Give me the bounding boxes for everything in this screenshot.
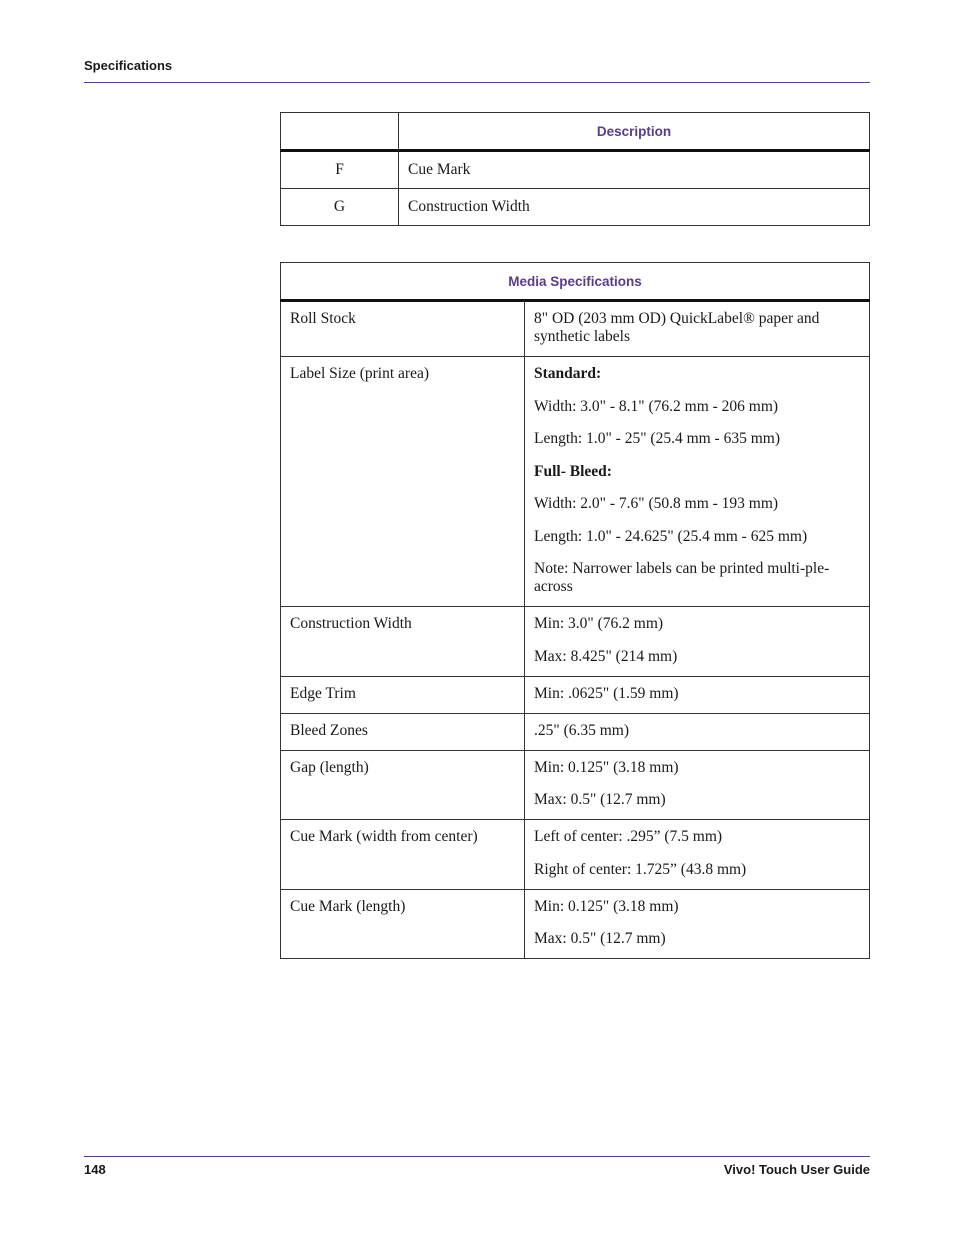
spec-label: Gap (length) <box>281 750 525 820</box>
spec-value <box>525 301 870 357</box>
spec-value-line: Min: .0625" (1.59 mm) <box>534 684 679 702</box>
spec-value <box>525 820 870 890</box>
table-row <box>281 607 870 677</box>
spec-label: Bleed Zones <box>281 713 525 750</box>
media-table-title: Media Specifications <box>281 263 870 301</box>
table-row <box>281 301 870 357</box>
spec-value-line: .25" (6.35 mm) <box>534 721 630 739</box>
table-row <box>281 357 870 607</box>
table-row <box>281 889 870 959</box>
header-rule <box>84 82 870 83</box>
spec-value <box>525 713 870 750</box>
spec-value-line: Min: 0.125" (3.18 mm) <box>534 897 679 915</box>
table-row <box>281 750 870 820</box>
section-title: Specifications <box>84 58 173 73</box>
spec-label: Cue Mark (width from center) <box>281 820 525 890</box>
spec-label: Edge Trim <box>281 676 525 713</box>
legend-table-header-row <box>281 113 870 151</box>
table-row <box>281 151 870 189</box>
legend-key-header <box>281 113 399 151</box>
guide-title: Vivo! Touch User Guide <box>723 1162 870 1177</box>
spec-value <box>525 607 870 677</box>
legend-key: G <box>281 189 399 226</box>
spec-label: Cue Mark (length) <box>281 889 525 959</box>
spec-value-line: Max: 8.425" (214 mm) <box>534 647 678 665</box>
note: Note: Narrower labels can be printed multi-ple-across <box>534 560 830 595</box>
spec-value-line: Width: 3.0" - 8.1" (76.2 mm - 206 mm) <box>534 397 779 415</box>
spec-value <box>525 889 870 959</box>
spec-value <box>525 676 870 713</box>
spec-label: Construction Width <box>281 607 525 677</box>
table-row <box>281 189 870 226</box>
spec-value-line: Length: 1.0" - 24.625" (25.4 mm - 625 mm) <box>534 527 808 545</box>
spec-value-line: Min: 3.0" (76.2 mm) <box>534 615 664 632</box>
spec-value <box>525 750 870 820</box>
spec-value-line: Left of center: .295” (7.5 mm) <box>534 828 723 845</box>
table-row <box>281 713 870 750</box>
legend-description-header: Description <box>399 113 870 151</box>
legend-key: F <box>281 151 399 189</box>
spec-label: Roll Stock <box>281 301 525 357</box>
table-row <box>281 676 870 713</box>
media-specifications-table <box>280 262 870 959</box>
spec-value <box>525 357 870 607</box>
spec-label: Label Size (print area) <box>281 357 525 607</box>
spec-value-line: Right of center: 1.725” (43.8 mm) <box>534 860 747 878</box>
spec-value-line: Length: 1.0" - 25" (25.4 mm - 635 mm) <box>534 430 780 447</box>
spec-value-line: 8" OD (203 mm OD) QuickLabel® paper and synthetic labels <box>534 310 820 345</box>
footer-rule <box>84 1156 870 1157</box>
media-table-header-row <box>281 263 870 301</box>
standard-heading: Standard: <box>534 365 602 382</box>
page-number: 148 <box>84 1162 106 1177</box>
legend-description: Cue Mark <box>399 151 870 189</box>
spec-value-line: Width: 2.0" - 7.6" (50.8 mm - 193 mm) <box>534 495 779 512</box>
legend-description: Construction Width <box>399 189 870 226</box>
full-bleed-heading: Full- Bleed: <box>534 462 612 480</box>
spec-value-line: Max: 0.5" (12.7 mm) <box>534 791 666 808</box>
spec-value-line: Min: 0.125" (3.18 mm) <box>534 758 679 776</box>
legend-table <box>280 112 870 226</box>
spec-value-line: Max: 0.5" (12.7 mm) <box>534 930 666 947</box>
table-row <box>281 820 870 890</box>
